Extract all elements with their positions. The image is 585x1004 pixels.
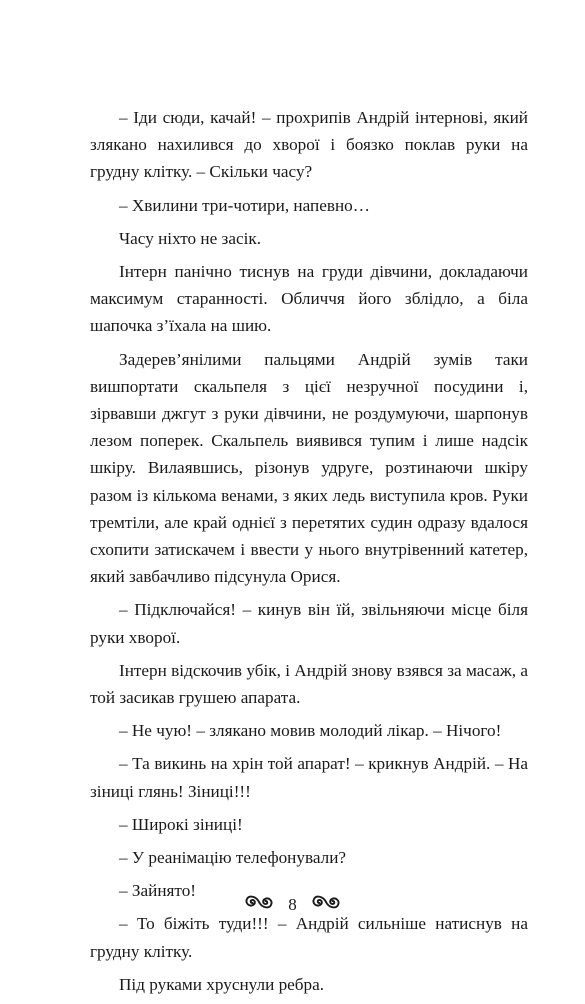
paragraph: – Хвилини три-чотири, напевно… [119, 195, 370, 215]
scroll-ornament-icon [244, 893, 274, 917]
paragraph: Інтерн панічно тиснув на груди дівчини, докладаючи максимум старанності. Обличчя його зблідло, а біла шапочка з’їхала на шию. [90, 262, 528, 336]
paragraph: – Підключайся! – кинув він їй, звільняючи місце біля руки хворої. [90, 600, 528, 647]
paragraph: – У реанімацію телефонували? [119, 848, 347, 868]
page-footer [0, 892, 585, 917]
paragraph: – То біжіть туди!!! – Андрій сильніше натиснув на грудну клітку. [90, 914, 528, 961]
paragraph: – Іди сюди, качай! – прохрипів Андрій інтернові, який злякано нахилився до хворої і боязко поклав руки на грудну клітку. – Скільки часу? [90, 108, 528, 182]
paragraph: – Широкі зіниці! [119, 814, 243, 834]
page-number: 8 [288, 895, 297, 915]
paragraph: Під руками хруснули ребра. [119, 974, 325, 994]
paragraph: – Не чую! – злякано мовив молодий лікар. – Нічого! [119, 721, 502, 741]
scroll-ornament-icon [311, 893, 341, 917]
paragraph: – Зайнято! [119, 881, 197, 901]
paragraph: Задерев’янілими пальцями Андрій зумів таки вишпортати скальпеля з цієї незручної посудини і, зірвавши джгут з руки дівчини, не роздумуючи, шарпонув лезом поперек. Скальпель виявився тупим і лише надсік шкіру. Вилаявшись, різонув удруге, розтинаючи шкіру разом із кількома венами, з яких ледь виступила кров. Руки тремтіли, але край однієї з перетятих судин одразу вдалося схопити затискачем і ввести у нього внутрівенний катетер, який завбачливо підсунула Орися. [90, 349, 528, 587]
page-body-text [90, 104, 528, 1004]
paragraph: Інтерн відскочив убік, і Андрій знову взявся за масаж, а той засикав грушею апарата. [90, 660, 528, 708]
paragraph: Часу ніхто не засік. [119, 228, 261, 248]
paragraph: – Та викинь на хрін той апарат! – крикнув Андрій. – На зіниці глянь! Зіниці!!! [90, 754, 528, 801]
